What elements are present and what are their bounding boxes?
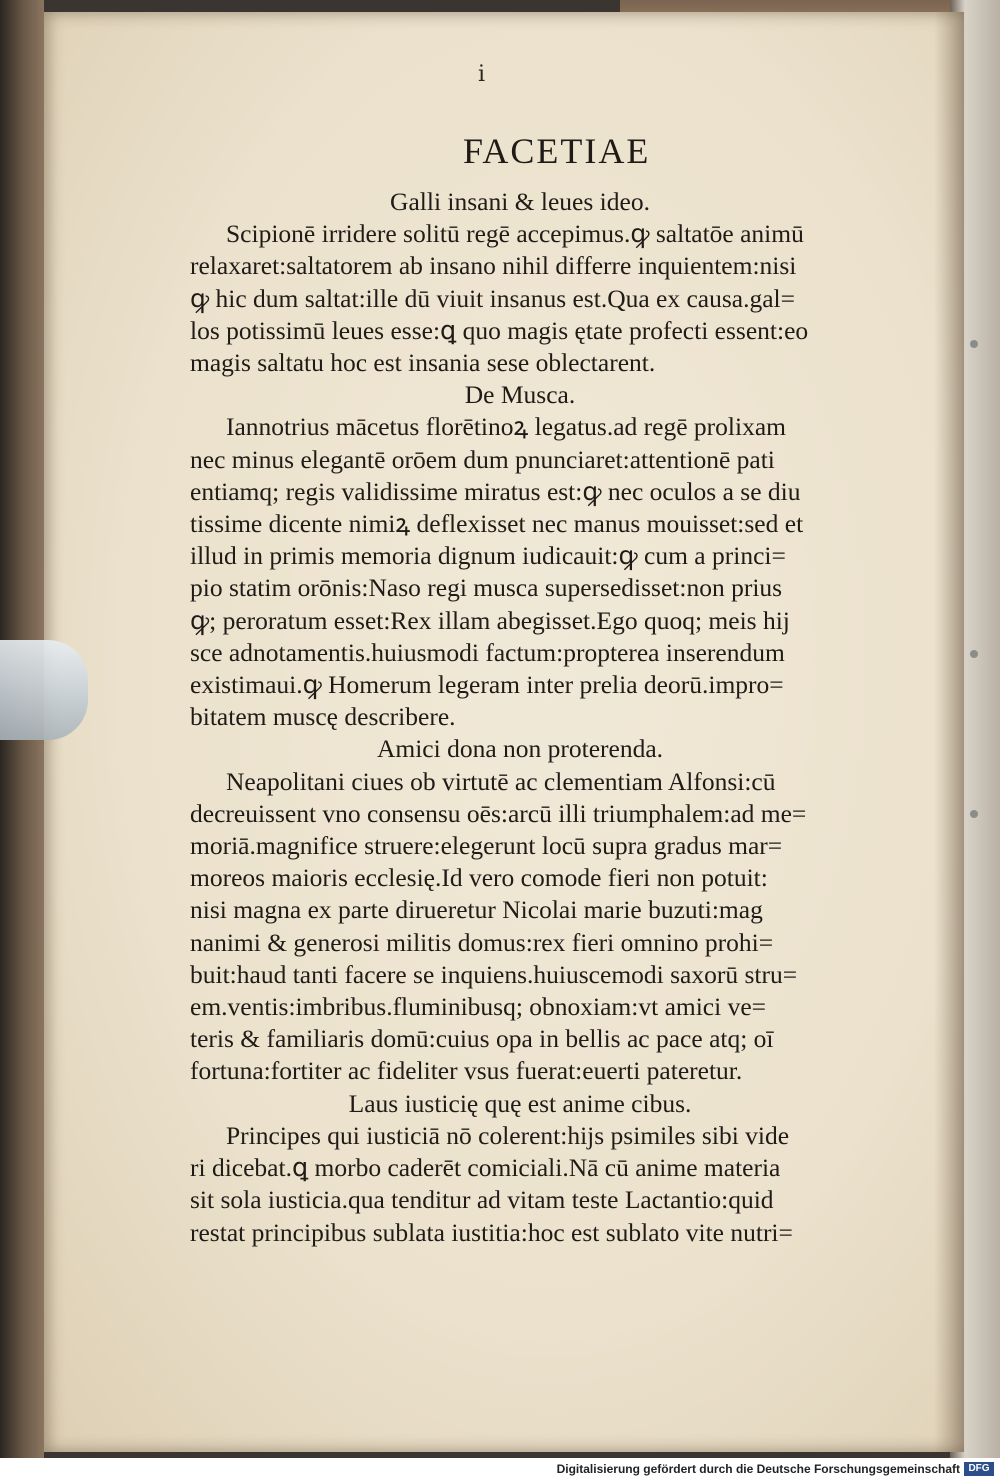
section-heading: De Musca.	[464, 380, 576, 410]
text-line: em.ventis:imbribus.fluminibusq; obnoxiam:vt amici ve=	[190, 992, 767, 1022]
text-line: relaxaret:saltatorem ab insano nihil differre inquientem:nisi	[190, 251, 797, 281]
mark	[970, 340, 978, 348]
text-line: sce adnotamentis.huiusmodi factum:propterea inserendum	[190, 637, 785, 667]
text-line: fortuna:fortiter ac fideliter vsus fuerat:euerti pateretur.	[190, 1056, 743, 1086]
page-clip	[0, 640, 88, 740]
text-line: buit:haud tanti facere se inquiens.huiuscemodi saxorū stru=	[190, 959, 798, 989]
text-line: Neapolitani ciues ob virtutē ac clementiam Alfonsi:cū	[226, 766, 776, 796]
text-line: illud in primis memoria dignum iudicauit:ꝙ cum a princi=	[190, 541, 786, 571]
text-line: tissime dicente nimiꝝ deflexisset nec manus mouisset:sed et	[190, 509, 804, 539]
text-line: magis saltatu hoc est insania sese oblectarent.	[190, 348, 656, 378]
text-line: moriā.magnifice struere:elegerunt locū supra gradus mar=	[190, 831, 783, 861]
mark	[970, 810, 978, 818]
text-line: existimaui.ꝙ Homerum legeram inter prelia deorū.impro=	[190, 670, 784, 700]
text-line: decreuissent vno consensu oēs:arcū illi triumphalem:ad me=	[190, 798, 807, 828]
section	[190, 186, 850, 379]
section-heading: Galli insani & leues ideo.	[390, 187, 650, 216]
page-text	[190, 186, 850, 1249]
funding-credit: Digitalisierung gefördert durch die Deutsche Forschungsgemeinschaft	[556, 1462, 960, 1476]
text-line: los potissimū leues esse:ꝗ quo magis ętate profecti essent:eo	[190, 315, 809, 345]
text-line: nanimi & generosi militis domus:rex fieri omnino prohi=	[190, 927, 774, 957]
running-head: FACETIAE	[463, 131, 651, 171]
folio-mark: i	[478, 62, 486, 87]
section	[190, 1088, 850, 1249]
page-gutter	[934, 12, 964, 1452]
section-heading: Laus iusticię quę est anime cibus.	[348, 1088, 692, 1118]
text-line: ꝙ hic dum saltat:ille dū viuit insanus est.Qua ex causa.gal=	[190, 283, 796, 313]
text-line: ri dicebat.ꝗ morbo caderēt comiciali.Nā cū anime materia	[190, 1153, 781, 1183]
text-line: entiamq; regis validissime miratus est:ꝙ nec oculos a se diu	[190, 476, 801, 506]
text-line: Scipionē irridere solitū regē accepimus.ꝙ saltatōe animū	[226, 219, 804, 249]
section	[190, 379, 850, 733]
text-line: moreos maioris ecclesię.Id vero comode fieri non potuit:	[190, 863, 768, 893]
section-heading: Amici dona non proterenda.	[376, 734, 664, 764]
footer-bar	[0, 1458, 1000, 1481]
text-line: ꝙ; peroratum esset:Rex illam abegisset.Ego quoq; meis hij	[190, 605, 790, 635]
text-line: Principes qui iusticiā nō colerent:hijs psimiles sibi vide	[226, 1120, 790, 1150]
text-line: bitatem muscę describere.	[190, 702, 456, 732]
text-line: sit sola iusticia.qua tenditur ad vitam teste Lactantio:quid	[190, 1185, 774, 1215]
text-line: pio statim orōnis:Naso regi musca supersedisset:non prius	[190, 573, 783, 603]
text-line: nisi magna ex parte dirueretur Nicolai marie buzuti:mag	[190, 895, 763, 925]
mark	[970, 650, 978, 658]
text-line: nec minus elegantē orōem dum pnunciaret:attentionē pati	[190, 444, 775, 474]
text-line: teris & familiaris domū:cuius opa in bellis ac pace atq; oī	[190, 1024, 774, 1054]
text-line: Iannotrius mācetus florētinoꝝ legatus.ad regē prolixam	[226, 412, 786, 442]
dfg-logo: DFG	[964, 1462, 994, 1476]
section	[190, 733, 850, 1087]
text-line: restat principibus sublata iustitia:hoc est sublato vite nutri=	[190, 1217, 793, 1247]
facing-page-marks	[970, 340, 980, 940]
